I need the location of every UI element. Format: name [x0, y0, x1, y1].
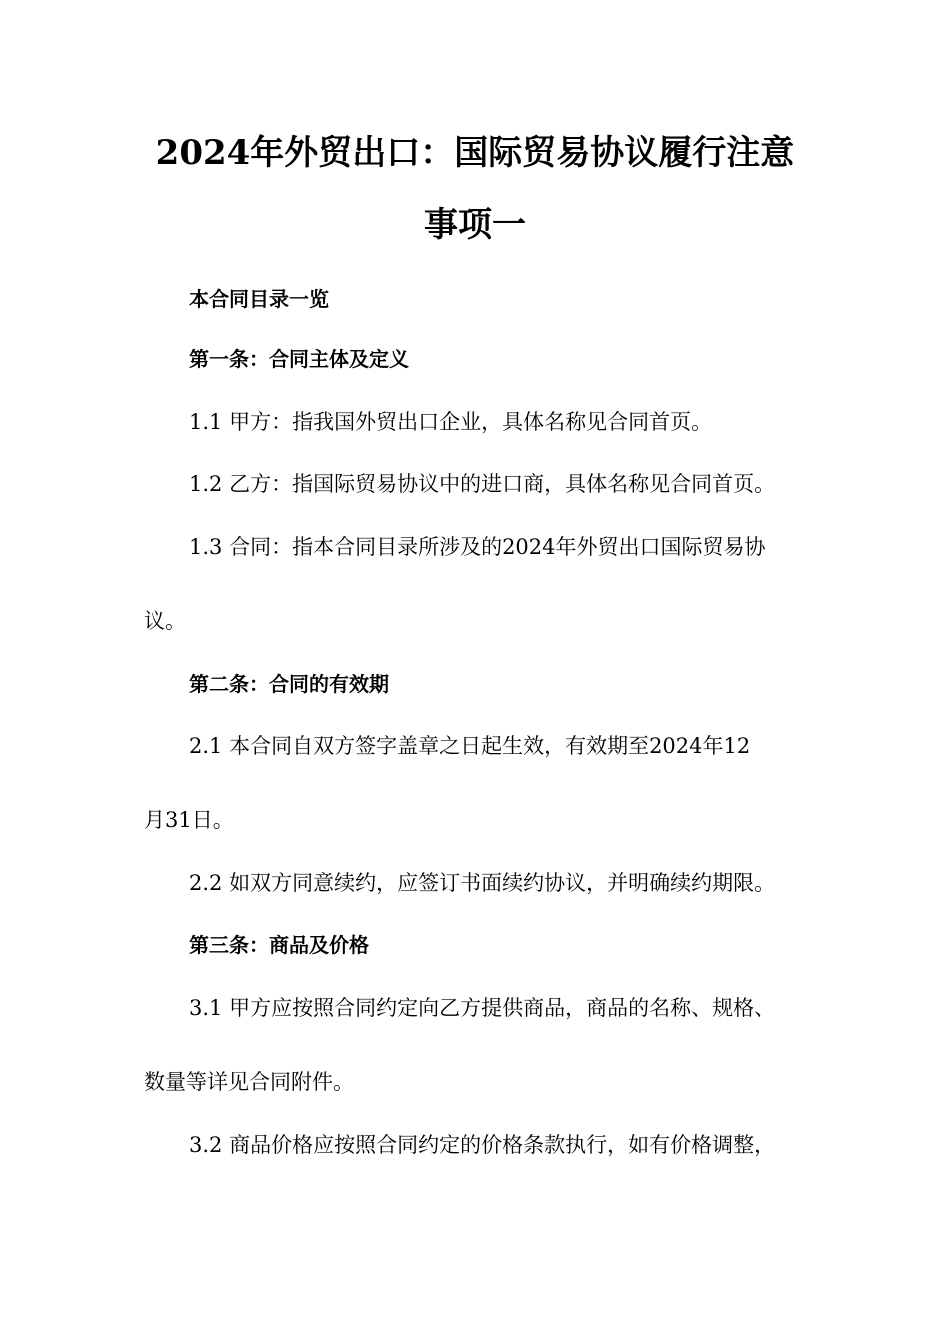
paragraph-1-3-line-1: 1.3 合同：指本合同目录所涉及的2024年外贸出口国际贸易协 [189, 535, 766, 559]
article-1-heading: 第一条：合同主体及定义 [189, 347, 409, 371]
paragraph-2-1-line-2: 月31日。 [144, 808, 234, 832]
paragraph-1-1: 1.1 甲方：指我国外贸出口企业，具体名称见合同首页。 [189, 410, 713, 434]
article-3-heading: 第三条：商品及价格 [189, 933, 369, 957]
paragraph-3-1-line-2: 数量等详见合同附件。 [144, 1070, 354, 1094]
article-2-heading: 第二条：合同的有效期 [189, 672, 389, 696]
paragraph-1-2: 1.2 乙方：指国际贸易协议中的进口商，具体名称见合同首页。 [189, 472, 776, 496]
paragraph-1-3-line-2: 议。 [144, 609, 186, 633]
paragraph-3-2-line-1: 3.2 商品价格应按照合同约定的价格条款执行，如有价格调整， [189, 1133, 776, 1157]
document-title-line-1: 2024年外贸出口：国际贸易协议履行注意 [155, 133, 795, 173]
toc-heading: 本合同目录一览 [189, 287, 329, 311]
document-title-line-2: 事项一 [424, 205, 526, 245]
paragraph-3-1-line-1: 3.1 甲方应按照合同约定向乙方提供商品，商品的名称、规格、 [189, 996, 776, 1020]
paragraph-2-2: 2.2 如双方同意续约，应签订书面续约协议，并明确续约期限。 [189, 871, 776, 895]
paragraph-2-1-line-1: 2.1 本合同自双方签字盖章之日起生效，有效期至2024年12 [189, 734, 751, 758]
